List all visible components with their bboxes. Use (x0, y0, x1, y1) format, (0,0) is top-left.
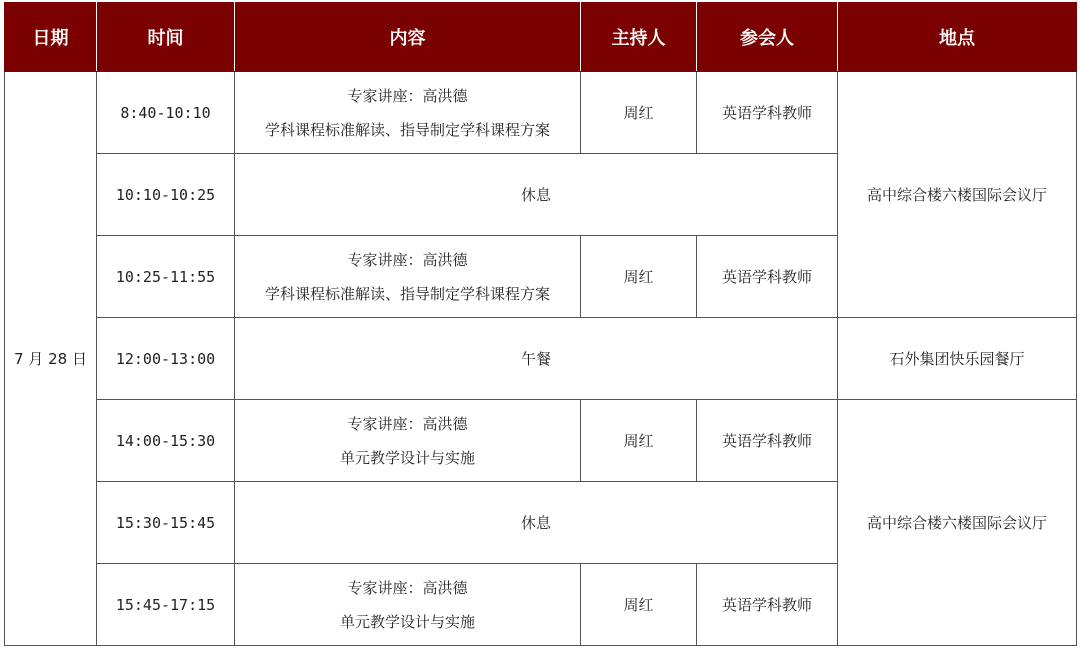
time-cell: 10:25-11:55 (97, 236, 235, 318)
table-row (5, 318, 1077, 400)
header-participants: 参会人 (697, 3, 838, 72)
header-time: 时间 (97, 3, 235, 72)
header-content: 内容 (235, 3, 581, 72)
participants-cell: 英语学科教师 (697, 72, 838, 154)
content-line: 专家讲座：高洪德 (347, 414, 468, 433)
header-date: 日期 (5, 3, 97, 72)
time-cell: 8:40-10:10 (97, 72, 235, 154)
content-line: 专家讲座：高洪德 (347, 578, 468, 597)
header-location: 地点 (838, 3, 1077, 72)
location-cell: 高中综合楼六楼国际会议厅 (838, 72, 1077, 318)
content-cell: 休息 (235, 482, 838, 564)
time-cell: 10:10-10:25 (97, 154, 235, 236)
content-cell (235, 72, 581, 154)
content-line: 单元教学设计与实施 (339, 448, 475, 467)
content-cell (235, 236, 581, 318)
schedule-table (4, 2, 1077, 646)
time-cell: 15:45-17:15 (97, 564, 235, 646)
header-row (5, 3, 1077, 72)
location-cell: 石外集团快乐园餐厅 (838, 318, 1077, 400)
host-cell: 周红 (581, 400, 697, 482)
host-cell: 周红 (581, 564, 697, 646)
participants-cell: 英语学科教师 (697, 564, 838, 646)
time-cell: 14:00-15:30 (97, 400, 235, 482)
content-line: 单元教学设计与实施 (339, 612, 475, 631)
content-cell: 休息 (235, 154, 838, 236)
participants-cell: 英语学科教师 (697, 400, 838, 482)
time-cell: 12:00-13:00 (97, 318, 235, 400)
content-line: 专家讲座：高洪德 (347, 250, 468, 269)
content-cell (235, 564, 581, 646)
header-host: 主持人 (581, 3, 697, 72)
participants-cell: 英语学科教师 (697, 236, 838, 318)
content-line: 学科课程标准解读、指导制定学科课程方案 (264, 120, 550, 139)
content-line: 专家讲座：高洪德 (347, 86, 468, 105)
table-row (5, 400, 1077, 482)
host-cell: 周红 (581, 236, 697, 318)
table-row (5, 72, 1077, 154)
date-cell: 7 月 28 日 (5, 72, 97, 646)
location-cell: 高中综合楼六楼国际会议厅 (838, 400, 1077, 646)
content-line: 学科课程标准解读、指导制定学科课程方案 (264, 284, 550, 303)
content-cell (235, 400, 581, 482)
host-cell: 周红 (581, 72, 697, 154)
time-cell: 15:30-15:45 (97, 482, 235, 564)
content-cell: 午餐 (235, 318, 838, 400)
